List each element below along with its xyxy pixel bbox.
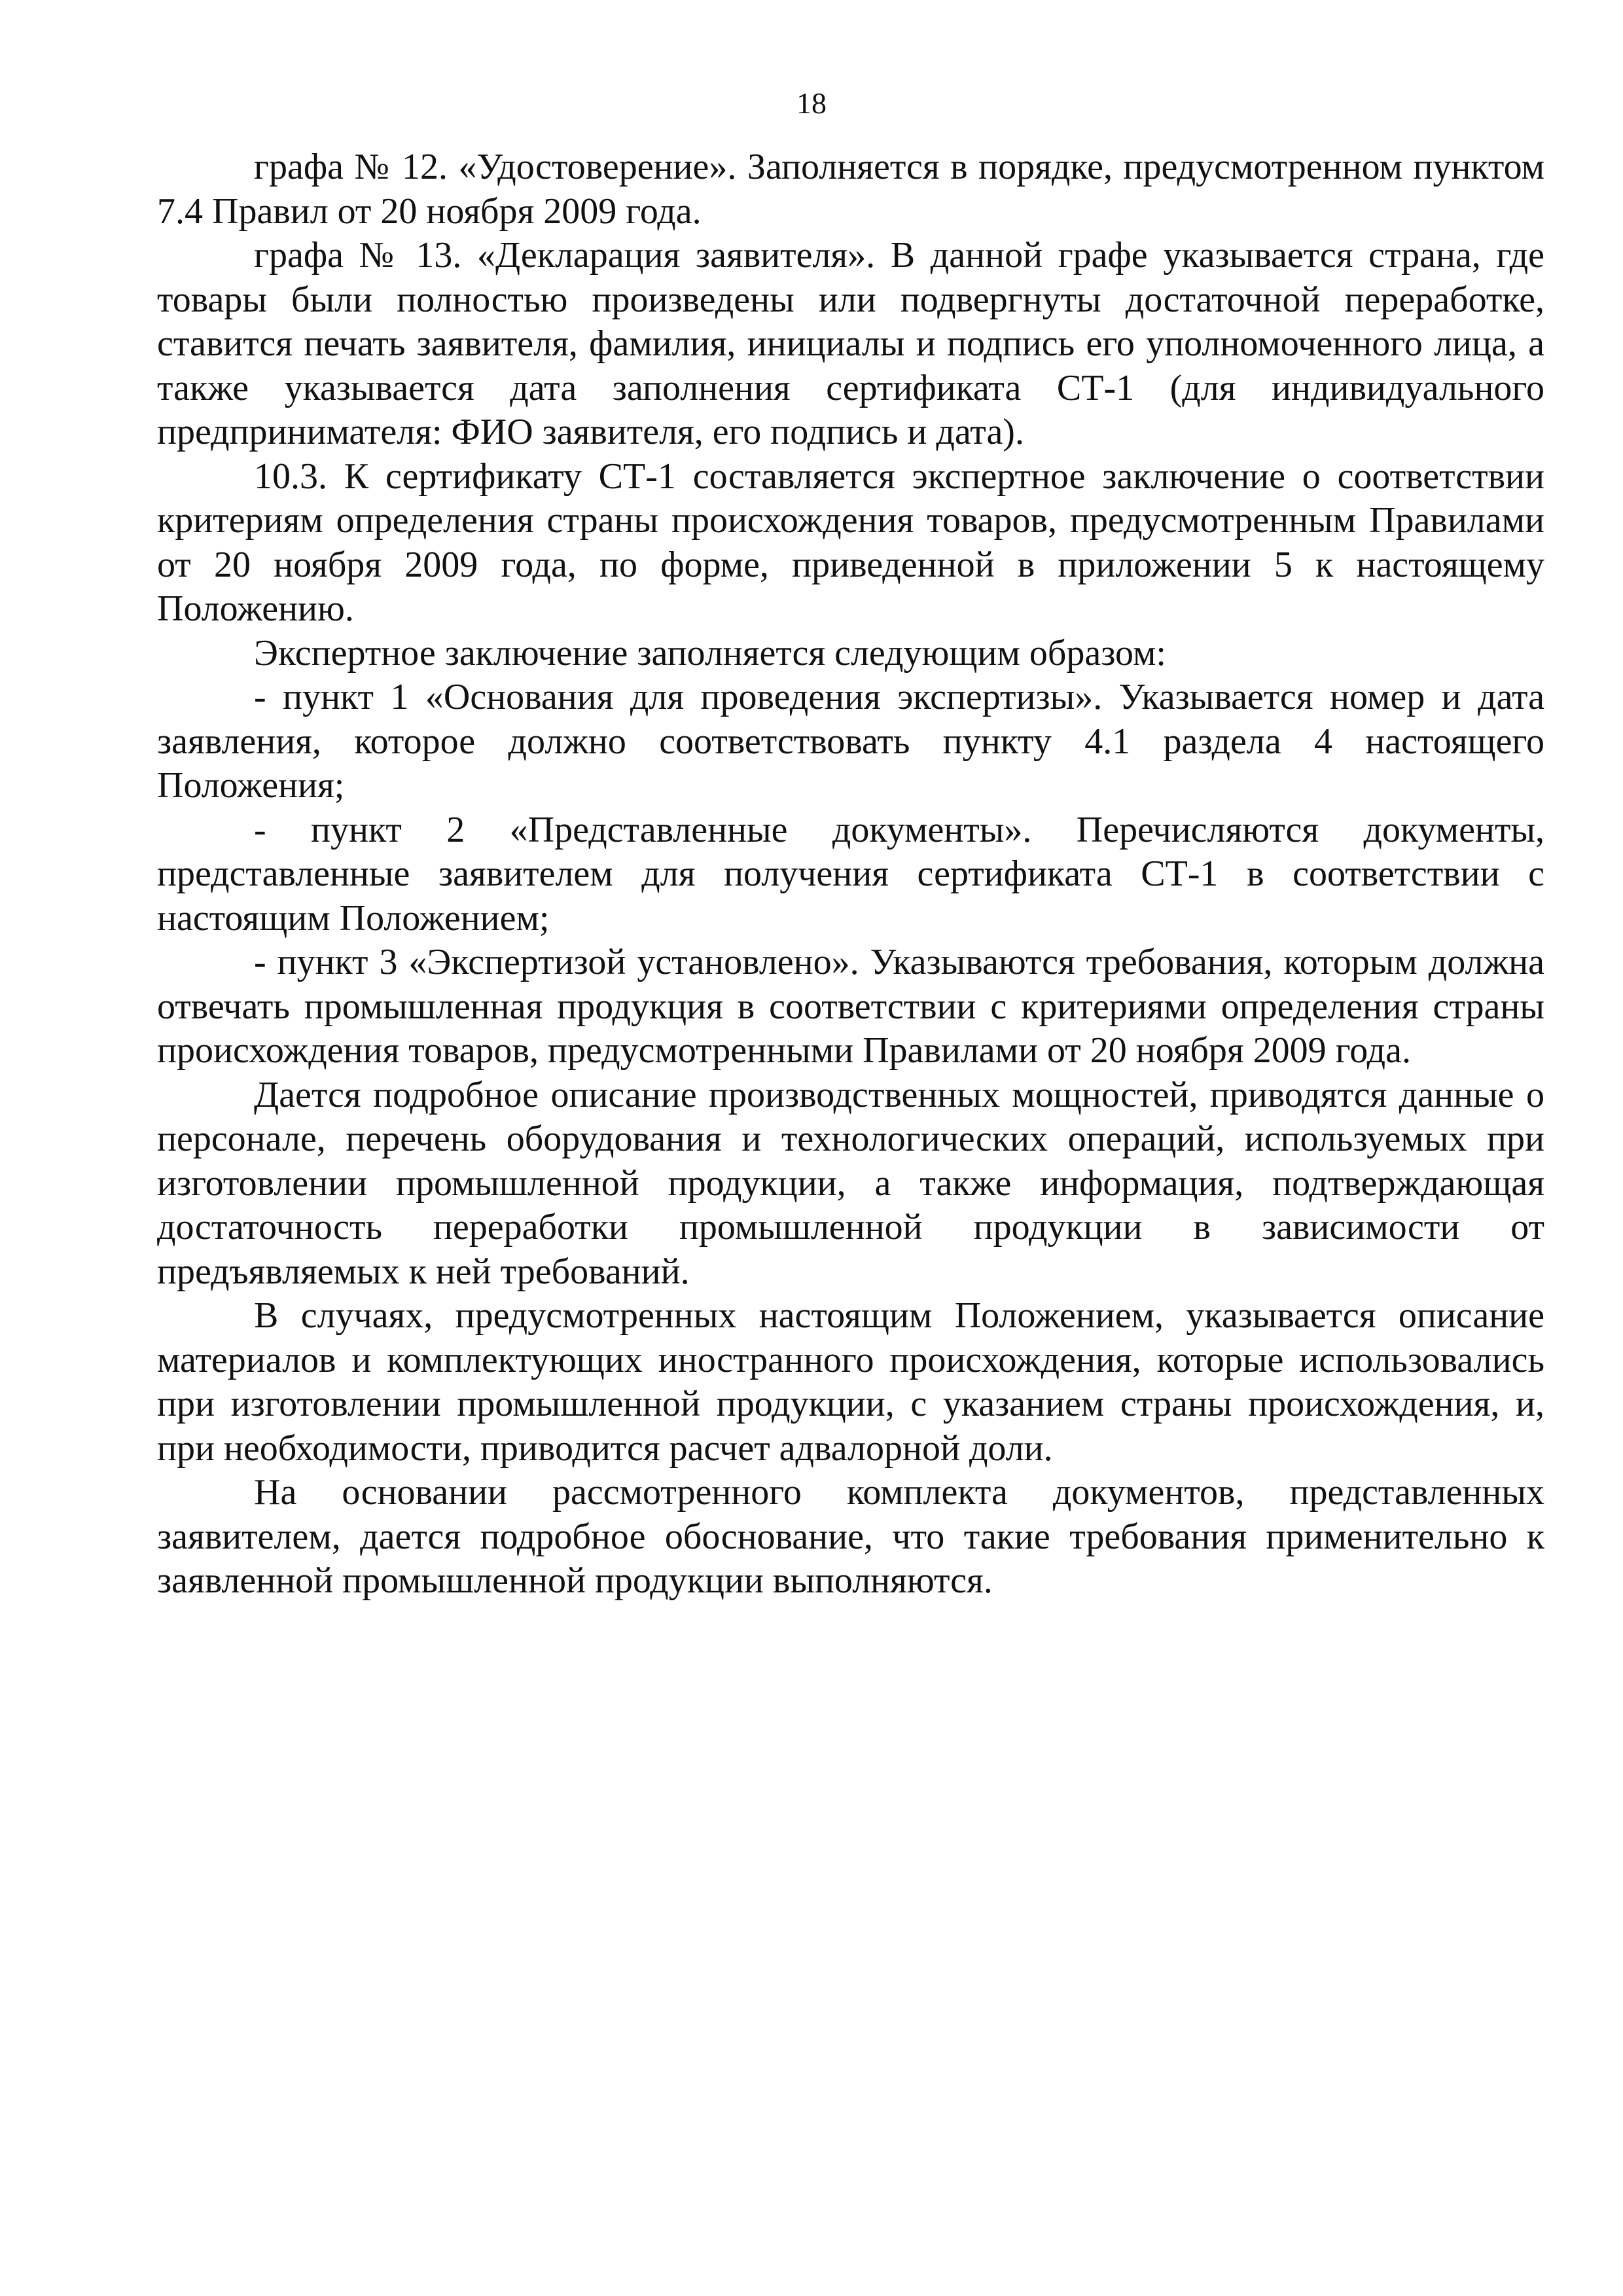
paragraph-grafa-13: графа № 13. «Декларация заявителя». В данной графе указывается страна, где товары были полностью произведены или подвергнуты достаточной переработке, ставится печать заявителя, фамилия, инициалы и подпись его уполномоченного лица, а также указывается дата заполнения сертификата СТ-1 (для индивидуального предпринимателя: ФИО заявителя, его подпись и дата). [157,235,1544,452]
paragraph-section-10-3: 10.3. К сертификату СТ-1 составляется экспертное заключение о соответствии критериям определения страны происхождения товаров, предусмотренным Правилами от 20 ноября 2009 года, по форме, приведенной в приложении 5 к настоящему Положению. [157,456,1544,629]
page-number: 18 [796,86,827,120]
paragraph-foreign-materials: В случаях, предусмотренных настоящим Положением, указывается описание материалов и комплектующих иностранного происхождения, которые использовались при изготовлении промышленной продукции, с указанием страны происхождения, и, при необходимости, приводится расчет адвалорной доли. [157,1295,1544,1469]
document-body [157,145,1544,1604]
paragraph-conclusion-intro: Экспертное заключение заполняется следующим образом: [254,632,1166,673]
paragraph-item-3: - пункт 3 «Экспертизой установлено». Указываются требования, которым должна отвечать промышленная продукция в соответствии с критериями определения страны происхождения товаров, предусмотренными Правилами от 20 ноября 2009 года. [157,942,1544,1071]
paragraph-justification: На основании рассмотренного комплекта документов, представленных заявителем, дается подробное обоснование, что такие требования применительно к заявленной промышленной продукции выполняются. [157,1472,1544,1601]
paragraph-grafa-12: графа № 12. «Удостоверение». Заполняется в порядке, предусмотренном пунктом 7.4 Правил от 20 ноября 2009 года. [157,147,1544,232]
paragraph-production-description: Дается подробное описание производственных мощностей, приводятся данные о персонале, перечень оборудования и технологических операций, используемых при изготовлении промышленной продукции, а также информация, подтверждающая достаточность переработки промышленной продукции в зависимости от предъявляемых к ней требований. [157,1074,1544,1292]
paragraph-item-2: - пункт 2 «Представленные документы». Перечисляются документы, представленные заявителем для получения сертификата СТ-1 в соответствии с настоящим Положением; [157,809,1544,939]
paragraph-item-1: - пункт 1 «Основания для проведения экспертизы». Указывается номер и дата заявления, которое должно соответствовать пункту 4.1 раздела 4 настоящего Положения; [157,677,1544,806]
